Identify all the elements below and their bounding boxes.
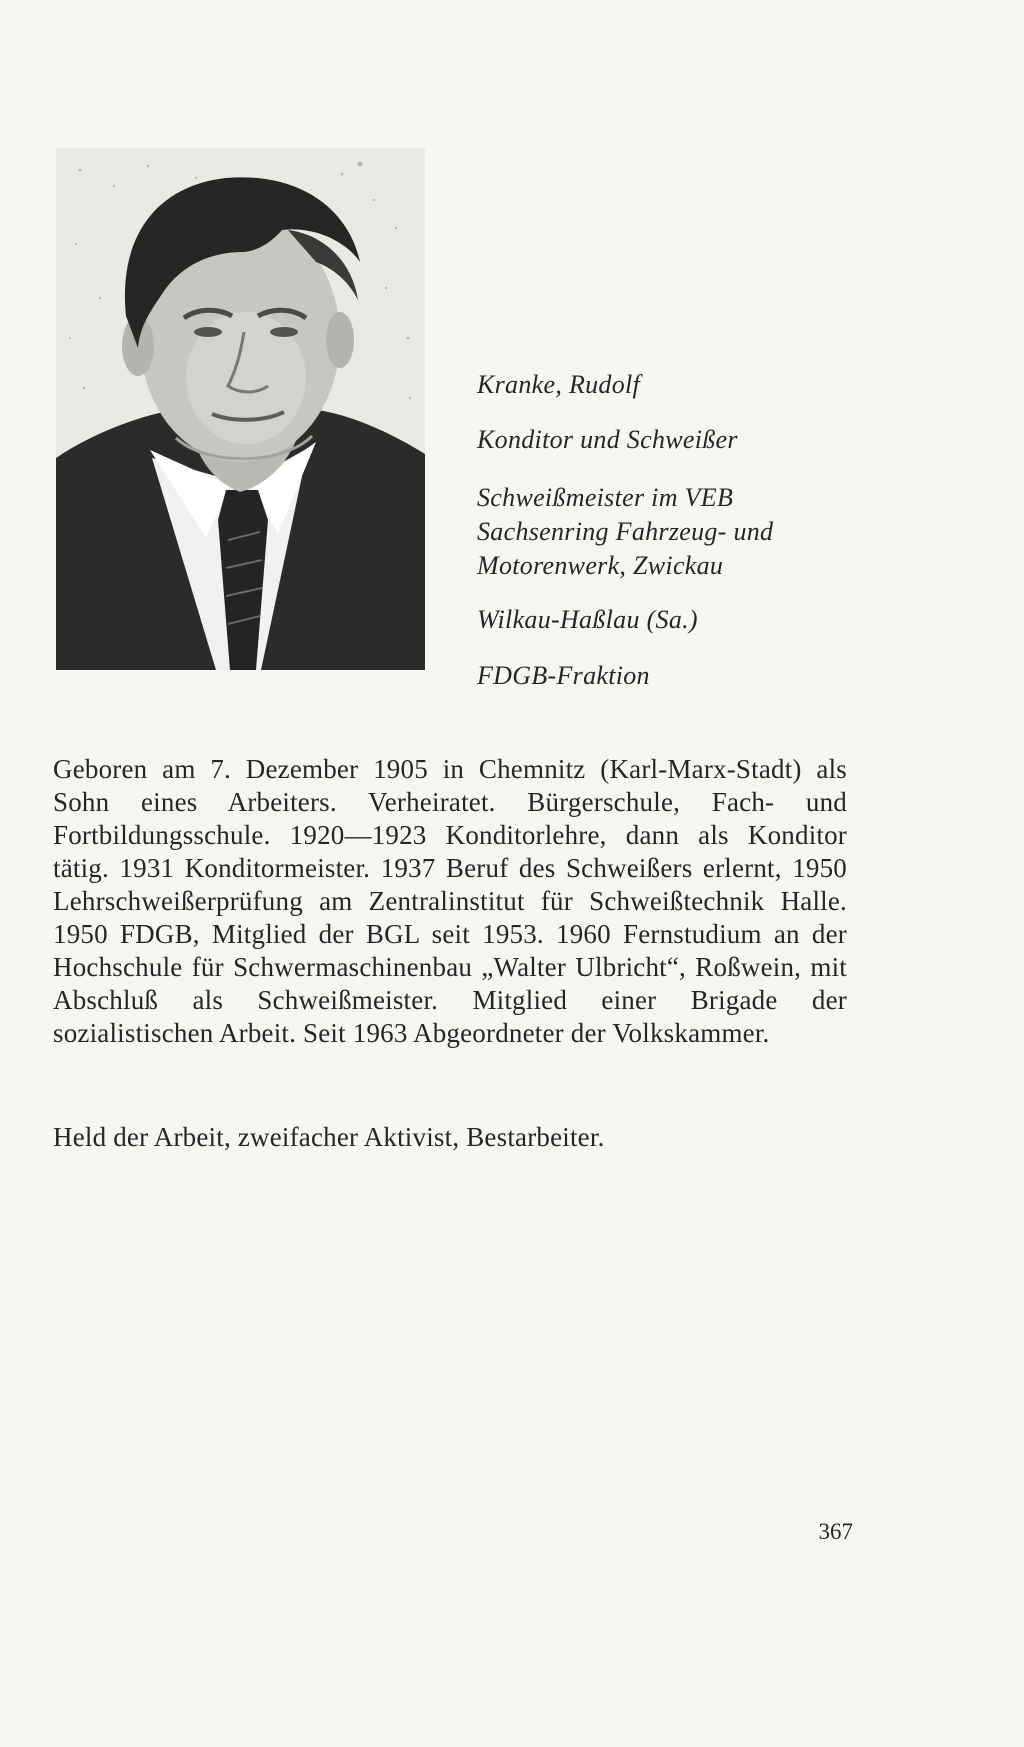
awards: Held der Arbeit, zweifacher Aktivist, Bestarbeiter.: [53, 1122, 605, 1152]
portrait-photo: [56, 148, 425, 670]
portrait-illustration: [56, 148, 425, 670]
person-name: Kranke, Rudolf: [477, 370, 641, 399]
entry-details: [477, 368, 997, 693]
position-line: Sachsenring Fahrzeug- und: [477, 517, 774, 546]
biography: [53, 753, 847, 1050]
position: [477, 481, 997, 583]
faction: FDGB-Fraktion: [477, 661, 650, 690]
profession: Konditor und Schweißer: [477, 425, 738, 454]
position-line: Motorenwerk, Zwickau: [477, 551, 724, 580]
residence: Wilkau-Haßlau (Sa.): [477, 605, 698, 634]
page-number: 367: [818, 1519, 853, 1544]
biography-text: Geboren am 7. Dezember 1905 in Chemnitz (Karl-Marx-Stadt) als Sohn eines Arbeiters. Verheiratet. Bürgerschule, Fach- und Fortbildungsschule. 1920—1923 Konditorlehre, dann als Konditor tätig. 1931 Konditormeister. 1937 Beruf des Schweißers erlernt, 1950 Lehrschweißerprüfung am Zentralinstitut für Schweißtechnik Halle. 1950 FDGB, Mitglied der BGL seit 1953. 1960 Fernstudium an der Hochschule für Schwermaschinenbau „Walter Ulbricht“, Roßwein, mit Abschluß als Schweißmeister. Mitglied einer Brigade der sozialistischen Arbeit. Seit 1963 Abgeordneter der Volkskammer.: [53, 754, 847, 1048]
position-line: Schweißmeister im VEB: [477, 483, 734, 512]
